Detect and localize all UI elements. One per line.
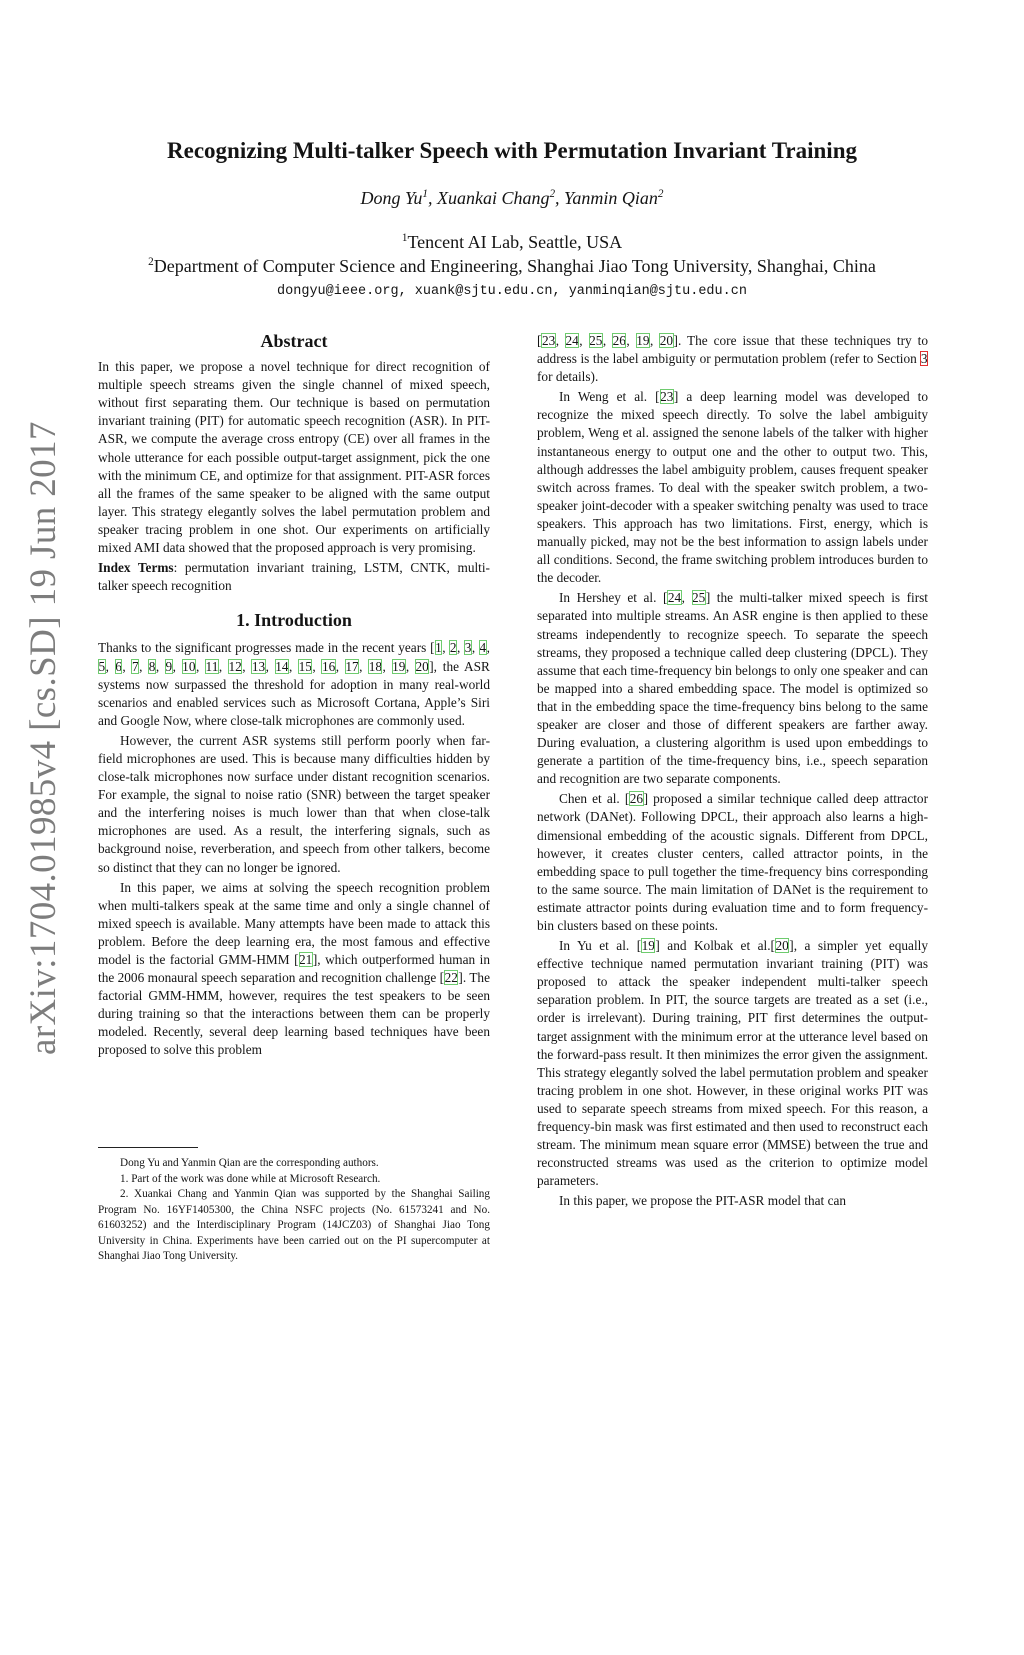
section-heading-introduction: 1. Introduction <box>236 610 352 631</box>
footnote: 1. Part of the work was done while at Microsoft Research. <box>120 1172 381 1185</box>
citation-link[interactable]: 22 <box>444 970 458 986</box>
citation-link[interactable]: 13 <box>251 658 266 674</box>
body-paragraph: [23, 24, 25, 26, 19, 20]. The core issue that these techniques try to address is the label ambiguity or permutation problem (refer to Section 3 for details). <box>537 333 928 385</box>
paragraph-text: for details). <box>537 369 599 385</box>
paragraph-text: , which outperformed human in the 2006 monaural speech separation and recognition challenge <box>98 952 490 986</box>
affiliation <box>0 256 1024 277</box>
citation-link[interactable]: 4 <box>479 640 487 656</box>
intro-paragraph: In this paper, we aims at solving the speech recognition problem when multi-talkers speak at the same time and only a single channel of mixed speech is available. Many attempts have been made to attack this problem. Before the deep learning era, the most famous and effective model is the factorial GMM-HMM [21], which outperformed human in the 2006 monaural speech separation and recognition challenge [22]. The factorial GMM-HMM, however, requires the test speakers to be seen during training so that the interactions between them can be properly modeled. Recently, several deep learning based techniques have been proposed to solve this problem <box>98 879 490 1058</box>
abstract-text: In this paper, we propose a novel technique for direct recognition of multiple speech streams given the single channel of mixed speech, without first separating them. Our technique is based on permutation invariant training (PIT) for automatic speech recognition (ASR). In PIT-ASR, we compute the average cross entropy (CE) over all frames in the whole utterance for each possible output-target assignment, pick the one with the minimum CE, and optimize for that assignment. PIT-ASR forces all the frames of the same speaker to be aligned with the same output layer. This strategy elegantly solves the label permutation problem and speaker tracing problem in one shot. Our experiments on artificially mixed AMI data showed that the proposed approach is very promising. <box>98 359 490 556</box>
paragraph-text: Chen et al. <box>559 791 625 807</box>
author-name: Dong Yu <box>360 188 423 208</box>
footnote: 2. Xuankai Chang and Yanmin Qian was supported by the Shanghai Sailing Program No. 16YF1405300, the China NSFC projects (No. 61573241 and No. 61603252) and the Interdisciplinary Program (14JCZ03) of Shanghai Jiao Tong University in China. Experiments have been carried out on the PI supercomputer at Shanghai Jiao Tong University. <box>98 1188 490 1262</box>
citation-link[interactable]: 10 <box>182 658 196 674</box>
footnote-divider <box>98 1147 198 1148</box>
citation-link[interactable]: 20 <box>415 658 429 674</box>
citation-link[interactable]: 19 <box>636 333 650 348</box>
citation-list: 23, 24, 25, 26, 19, 20 <box>541 333 674 348</box>
citation-link[interactable]: 23 <box>541 333 556 348</box>
citation-link[interactable]: 8 <box>148 658 156 674</box>
paragraph-text: , a simpler yet equally effective technique named permutation invariant training (PIT) was proposed to attack the speaker independent multi-talker speech separation problem. In PIT, the source targets are treated as a set (i.e., order is irrelevant). During training, PIT first determines the output-target assignment with the minimum error at the utterance level based on the forward-pass result. It then minimizes the error given the assignment. This strategy elegantly solved the label permutation problem and speaker tracing problem in one shot. However, in these original works PIT was used to separate speech streams from mixed speech. For this reason, a frequency-bin mask was first estimated and then used to reconstruct each stream. The minimum mean square error (MMSE) between the true and reconstructed streams was used as the criterion to optimize model parameters. <box>537 938 928 1189</box>
abstract-heading: Abstract <box>260 331 328 351</box>
paragraph-text: . The core issue that these techniques try to address is the label ambiguity or permutation problem (refer to Section <box>537 333 928 367</box>
paragraph-text: In Hershey et al. <box>559 590 663 606</box>
citation-link[interactable]: 1 <box>435 640 442 656</box>
intro-paragraph: However, the current ASR systems still perform poorly when far-field microphones are used. This is because many difficulties hidden by close-talk microphones now surface under distant recognition scenarios. For example, the signal to noise ratio (SNR) between the target speaker and the interfering noises is much lower than that when close-talk microphones are used. As a result, the interfering signals, such as background noise, reverberation, and speech from other talkers, become so distinct that they can no longer be ignored. <box>98 732 490 875</box>
paragraph-text: Thanks to the significant progresses made in the recent years <box>98 640 431 656</box>
author-sup: 2 <box>657 188 664 200</box>
index-terms-text: : permutation invariant training, LSTM, CNTK, multi-talker speech recognition <box>98 560 490 594</box>
intro-paragraph: Thanks to the significant progresses made in the recent years [1, 2, 3, 4, 5, 6, 7, 8, 9, 10, 11, 12, 13, 14, 15, 16, 17, 18, 19, 20], the ASR systems now surpassed the threshold for adoption in many real-world scenarios and enabled services such as Microsoft Cortana, Apple’s Siri and Google Now, where close-talk microphones are commonly used. <box>98 640 490 728</box>
affiliation <box>0 232 1024 253</box>
paragraph-text: In Yu et al. <box>559 938 637 954</box>
author-sup: 1 <box>422 188 428 200</box>
author-emails: dongyu@ieee.org, xuank@sjtu.edu.cn, yanminqian@sjtu.edu.cn <box>277 284 747 299</box>
citation-link[interactable]: 20 <box>775 938 789 954</box>
citation-link[interactable]: 24 <box>565 333 579 348</box>
citation-link[interactable]: 25 <box>589 333 603 348</box>
body-paragraph: In this paper, we propose the PIT-ASR model that can <box>559 1193 847 1209</box>
author-name: Xuankai Chang <box>436 188 550 208</box>
section-reference-link[interactable]: 3 <box>920 351 928 367</box>
citation-link[interactable]: 23 <box>660 389 674 405</box>
citation-link[interactable]: 25 <box>692 590 706 606</box>
citation-link[interactable]: 18 <box>368 658 382 674</box>
body-paragraph: In Weng et al. [23] a deep learning model was developed to recognize the mixed speech directly. To solve the label ambiguity problem, Weng et al. assigned the senone labels of the talker with higher instantaneous energy to output one and the other to output two. This, although addresses the label ambiguity problem, causes frequent speaker switch across frames. To deal with the speaker switch problem, a two-speaker joint-decoder with a speaker switching penalty was used to trace speakers. This approach has two limitations. First, energy, which is manually picked, may not be the best information to assign labels under all conditions. Second, the frame switching problem introduces burden to the decoder. <box>537 389 928 586</box>
arxiv-stamp-container <box>22 421 64 1655</box>
citation-link[interactable]: 21 <box>299 952 313 967</box>
paragraph-text: , the ASR systems now surpassed the threshold for adoption in many real-world scenarios and enabled services such as Microsoft Cortana, Apple’s Siri and Google Now, where close-talk microphones are commonly used. <box>98 658 490 728</box>
citation-link[interactable]: 14 <box>275 658 289 674</box>
citation-link[interactable]: 19 <box>641 938 655 954</box>
citation-list: 1, 2, 3, 4, 5, 6, 7, 8, 9, 10, 11, 12, 13, 14, 15, 16, 17, 18, 19, 20 <box>98 640 490 674</box>
citation-link[interactable]: 26 <box>629 791 644 807</box>
index-terms <box>98 559 490 595</box>
body-paragraph: Chen et al. [26] proposed a similar technique called deep attractor network (DANet). Following DPCL, their approach also learns a high-dimensional embedding of the acoustic signals. Different from DPCL, however, it creates cluster centers, called attractor points, in the embedding space to pull together the time-frequency bins corresponding to the same source. The main limitation of DANet is the requirement to estimate attractor points during evaluation time and to form frequency-bin clusters based on these points. <box>537 791 929 933</box>
citation-link[interactable]: 15 <box>298 658 312 674</box>
paragraph-text: In Weng et al. <box>559 389 656 405</box>
left-column <box>98 332 490 1060</box>
paragraph-text: . The factorial GMM-HMM, however, requires the test speakers to be seen during training so that the interactions between them can be properly modeled. Recently, several deep learning based techniques have been proposed to solve this problem <box>98 970 490 1058</box>
citation-link[interactable]: 9 <box>165 658 173 674</box>
footnotes <box>98 1147 490 1265</box>
paragraph-text: In this paper, we aims at solving the speech recognition problem when multi-talkers speak at the same time and only a single channel of mixed speech is available. Many attempts have been made to attack this problem. Before the deep learning era, the most famous and effective model is the factorial GMM-HMM <box>98 879 490 967</box>
citation-list: 24, 25 <box>667 590 706 606</box>
citation-link[interactable]: 2 <box>449 640 457 656</box>
right-column <box>537 332 928 1211</box>
citation-link[interactable]: 11 <box>205 658 219 674</box>
paper-title: Recognizing Multi-talker Speech with Permutation Invariant Training <box>167 138 857 163</box>
citation-link[interactable]: 17 <box>345 658 359 674</box>
author-list: Dong Yu$^1$, Xuankai Chang$^2$, Yanmin Qian$^2$ <box>360 188 664 208</box>
citation-link[interactable]: 3 <box>464 640 472 656</box>
footnote: Dong Yu and Yanmin Qian are the corresponding authors. <box>120 1157 379 1169</box>
citation-link[interactable]: 26 <box>612 333 626 348</box>
paragraph-text: a deep learning model was developed to recognize the mixed speech directly. To solve the label ambiguity problem, Weng et al. assigned the senone labels of the talker with higher instantaneous energy to output one and the other to output two. This, although addresses the label ambiguity problem, causes frequent speaker switch across frames. To deal with the speaker switch problem, a two-speaker joint-decoder with a speaker switching penalty was used to trace speakers. This approach has two limitations. First, energy, which is manually picked, may not be the best information to assign labels under all conditions. Second, the frame switching problem introduces burden to the decoder. <box>537 389 928 586</box>
affiliation-text: Department of Computer Science and Engineering, Shanghai Jiao Tong University, Shanghai, China <box>153 256 876 276</box>
paragraph-text: proposed a similar technique called deep attractor network (DANet). Following DPCL, their approach also learns a high-dimensional embedding of the acoustic signals. Different from DPCL, however, it creates cluster centers, called attractor points, in the embedding space to pull together the time-frequency bins corresponding to the same source. The main limitation of DANet is the requirement to estimate attractor points during evaluation time and to form frequency-bin clusters based on these points. <box>537 791 929 933</box>
citation-link[interactable]: 5 <box>98 658 106 674</box>
citation-link[interactable]: 19 <box>392 658 406 674</box>
citation-link[interactable]: 20 <box>659 333 674 348</box>
affiliation-sup: 1 <box>401 232 408 244</box>
citation-link[interactable]: 16 <box>321 658 336 674</box>
author-name: Yanmin Qian <box>564 188 658 208</box>
body-paragraph: In Yu et al. [19] and Kolbak et al.[20], a simpler yet equally effective technique named permutation invariant training (PIT) was proposed to attack the speaker independent multi-talker speech separation problem. In PIT, the source targets are treated as a set (i.e., order is irrelevant). During training, PIT first determines the output-target assignment with the minimum error at the utterance level based on the forward-pass result. It then minimizes the error given the assignment. This strategy elegantly solved the label permutation problem and speaker tracing problem in one shot. However, in these original works PIT was used to separate speech streams from mixed speech. For this reason, a frequency-bin mask was first estimated and then used to reconstruct each stream. The minimum mean square error (MMSE) between the true and reconstructed streams was used as the criterion to optimize model parameters. <box>537 938 928 1189</box>
affiliation-sup: 2 <box>148 256 154 268</box>
citation-link[interactable]: 12 <box>228 658 242 674</box>
citation-link[interactable]: 24 <box>667 590 682 606</box>
arxiv-stamp: arXiv:1704.01985v4 [cs.SD] 19 Jun 2017 <box>23 421 64 1055</box>
author-sup: 2 <box>549 188 556 200</box>
paragraph-text: and Kolbak et al. <box>659 938 771 954</box>
citation-link[interactable]: 7 <box>131 658 139 674</box>
affiliation-text: Tencent AI Lab, Seattle, USA <box>407 232 623 252</box>
citation-link[interactable]: 6 <box>115 658 122 674</box>
paragraph-text: the multi-talker mixed speech is first separated into multiple streams. An ASR engine is then applied to these streams independently to recognize speech. To separate the speech streams, they proposed a technique called deep clustering (DPCL). They assume that each time-frequency bin belongs to only one speaker and can be mapped into a shared embedding space. The model is optimized so that in the embedding space the time-frequency bins belong to the same speaker are closer and those of different speakers are farther away. During evaluation, a clustering algorithm is used upon embeddings to generate a partition of the time-frequency bins, i.e., speech separation and recognition are two separate components. <box>537 590 929 787</box>
body-paragraph: In Hershey et al. [24, 25] the multi-talker mixed speech is first separated into multiple streams. An ASR engine is then applied to these streams independently to recognize speech. To separate the speech streams, they proposed a technique called deep clustering (DPCL). They assume that each time-frequency bin belongs to only one speaker and can be mapped into a shared embedding space. The model is optimized so that in the embedding space the time-frequency bins belong to the same speaker are closer and those of different speakers are farther away. During evaluation, a clustering algorithm is used upon embeddings to generate a partition of the time-frequency bins, i.e., speech separation and recognition are two separate components. <box>537 590 929 787</box>
index-terms-label: Index Terms <box>98 560 174 576</box>
